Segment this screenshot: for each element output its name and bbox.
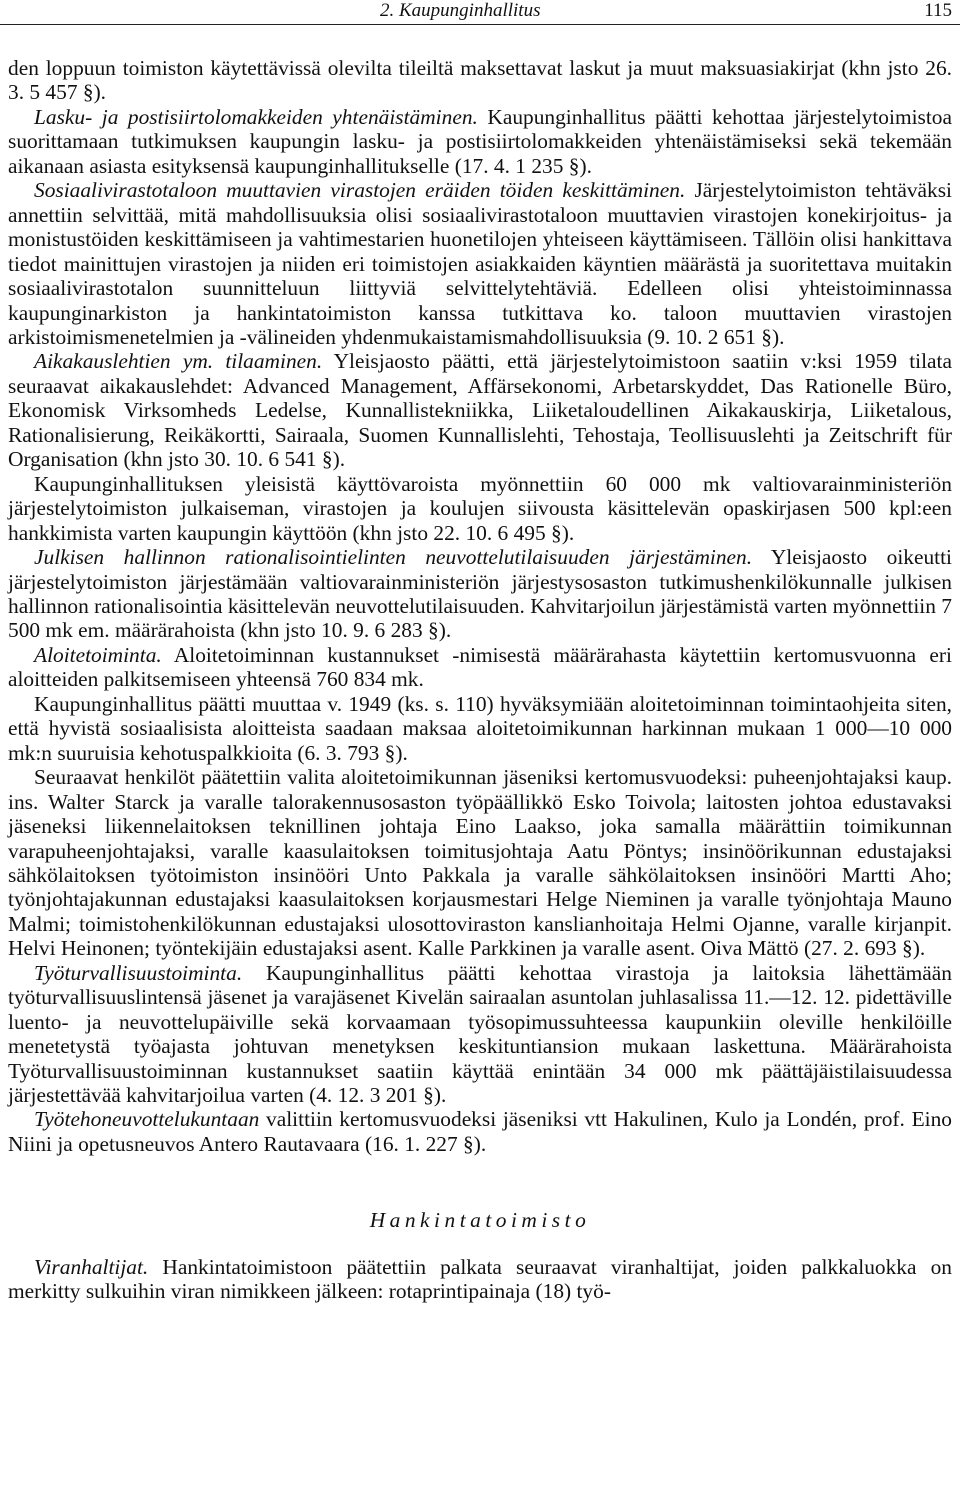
paragraph: Aloitetoiminta. Aloitetoiminnan kustannukset -nimisestä määrärahasta käytettiin kertomusvuonna eri aloitteiden palkitsemiseen yhteensä 760 834 mk.	[8, 642, 952, 692]
paragraph: Lasku- ja postisiirtolomakkeiden yhtenäistäminen. Kaupunginhallitus päätti kehottaa järjestelytoimistoa suorittamaan tutkimuksen kaupungin lasku- ja postisiirtolomakkeiden yhtenäistämiseksi sekä tekemään aikanaan asiasta esityksensä kaupunginhallitukselle (17. 4. 1 235 §).	[8, 104, 952, 178]
page-number: 115	[924, 0, 952, 21]
paragraph: Julkisen hallinnon rationalisointielinten neuvottelutilaisuuden järjestäminen. Yleisjaosto oikeutti järjestelytoimiston järjestämään valtiovarainministeriön järjestysosaston tutkimushenkilökunnalle julkisen hallinnon rationalisointia käsittelevän neuvottelutilaisuuden. Kahvitarjoilun järjestämistä varten myönnettiin 7 500 mk em. määrärahoista (khn jsto 10. 9. 6 283 §).	[8, 545, 952, 643]
paragraph-lead: Työtehoneuvottelukuntaan	[34, 1107, 260, 1132]
body-text	[8, 56, 952, 1304]
paragraph: Sosiaalivirastotaloon muuttavien virastojen eräiden töiden keskittäminen. Järjestelytoimiston tehtäväksi annettiin selvittää, mitä mahdollisuuksia olisi sosiaalivirastotaloon muuttavien virastojen konekirjoitus- ja monistustöiden keskittämiseen ja vahtimestarien huonetilojen yhteiseen käyttämiseen. Tällöin olisi hankittava tiedot mainittujen virastojen ja niiden eri toimistojen asiakkaiden käyntien määrästä ja suoritettava muitakin sosiaalivirastotalon suunnitteluun liittyviä selvittelytehtäviä. Edelleen olisi yhteistoiminnassa kaupunginarkiston ja hankintatoimiston kanssa tutkittava ko. taloon muuttavien virastojen arkistoimismenetelmien ja -välineiden yhdenmukaistamismahdollisuuksia (9. 10. 2 651 §).	[8, 178, 952, 349]
paragraph: Kaupunginhallitus päätti muuttaa v. 1949 (ks. s. 110) hyväksymiään aloitetoiminnan toimintaohjeita siten, että hyvistä sosiaalisista aloitteista saadaan maksaa aloitetoimikunnan harkinnan mukaan 1 000—10 000 mk:n suuruisia kehotuspalkkioita (6. 3. 793 §).	[8, 691, 952, 765]
paragraph: Seuraavat henkilöt päätettiin valita aloitetoimikunnan jäseniksi kertomusvuodeksi: puheenjohtajaksi kaup. ins. Walter Starck ja varalle talorakennusosaston työpäällikkö Esko Toivola; laitosten johtoa edustavaksi jäseneksi liikennelaitoksen teknillinen johtaja Eino Laakso, joka samalla määrättiin toimikunnan varapuheenjohtajaksi, varalle kaasulaitoksen toimitusjohtaja Aatu Pöntys; insinöörikunnan edustajaksi sähkölaitoksen työtoimiston insinööri Unto Pakkala ja varalle sähkölaitoksen insinööri Martti Aho; työnjohtajakunnan edustajaksi kaasulaitoksen korjausmestari Helge Nieminen ja varalle työnjohtaja Mauno Malmi; toimistohenkilökunnan edustajaksi ulosottoviraston kanslianhoitaja Helmi Ojanne, varalle kirjanpit. Helvi Heinonen; työntekijäin edustajaksi asent. Kalle Parkkinen ja varalle asent. Oiva Mättö (27. 2. 693 §).	[8, 765, 952, 961]
paragraph-lead: Julkisen hallinnon rationalisointielinten neuvottelutilaisuuden järjestäminen.	[34, 545, 753, 570]
running-head-section: 2. Kaupunginhallitus	[380, 0, 541, 21]
paragraph: Viranhaltijat. Hankintatoimistoon päätettiin palkata seuraavat viranhaltijat, joiden palkkaluokka on merkitty sulkuihin viran nimikkeen jälkeen: rotaprintipainaja (18) työ-	[8, 1254, 952, 1304]
spacer	[8, 1156, 952, 1208]
running-head	[0, 0, 960, 25]
paragraph: Työtehoneuvottelukuntaan valittiin kertomusvuodeksi jäseniksi vtt Hakulinen, Kulo ja Londén, prof. Eino Niini ja opetusneuvos Antero Rautavaara (16. 1. 227 §).	[8, 1107, 952, 1156]
spacer	[8, 1233, 952, 1255]
paragraph-lead: Sosiaalivirastotaloon muuttavien virastojen eräiden töiden keskittäminen.	[34, 178, 686, 203]
paragraph: Kaupunginhallituksen yleisistä käyttövaroista myönnettiin 60 000 mk valtiovarainministeriön järjestelytoimiston julkaiseman, virastojen ja koulujen siivousta käsittelevän opaskirjasen 500 kpl:een hankkimista varten kaupungin käyttöön (khn jsto 22. 10. 6 495 §).	[8, 471, 952, 545]
paragraph: Työturvallisuustoiminta. Kaupunginhallitus päätti kehottaa virastoja ja laitoksia lähettämään työturvallisuuslintensä jäsenet ja varajäsenet Kivelän sairaalan asuntolan juhlasalissa 11.—12. 12. pidettäville luento- ja neuvottelupäiville sekä korvaamaan työsopimussuhteessa kaupunkiin oleville henkilöille menetetystä työajasta johtuvan menetyksen keskituntiansion mukaan laskettuna. Määrärahoista Työturvallisuustoiminnan kustannukset saatiin käyttää enintään 34 000 mk päättäjäistilaisuudessa järjestettävää kahvitarjoilua varten (4. 12. 3 201 §).	[8, 960, 952, 1108]
paragraph-lead: Työturvallisuustoiminta.	[34, 960, 243, 985]
paragraph: den loppuun toimiston käytettävissä olevilta tileiltä maksettavat laskut ja muut maksuasiakirjat (khn jsto 26. 3. 5 457 §).	[8, 56, 952, 105]
section-heading: Hankintatoimisto	[369, 1208, 591, 1233]
paragraph-lead: Aloitetoiminta.	[34, 642, 162, 667]
paragraph-lead: Lasku- ja postisiirtolomakkeiden yhtenäistäminen.	[34, 104, 478, 129]
paragraph: Aikakauslehtien ym. tilaaminen. Yleisjaosto päätti, että järjestelytoimistoon saatiin v:ksi 1959 tilata seuraavat aikakauslehdet: Advanced Management, Affärsekonomi, Arbetarskyddet, Das Rationelle Büro, Ekonomisk Virksomheds Ledelse, Kunnallistekniikka, Liiketaloudellinen Aikakauskirja, Liiketalous, Rationalisierung, Reikäkortti, Sairaala, Suomen Kunnallislehti, Tehostaja, Teollisuuslehti ja Zeitschrift für Organisation (khn jsto 30. 10. 6 541 §).	[8, 349, 952, 472]
paragraph-lead: Viranhaltijat.	[34, 1254, 149, 1279]
paragraph-lead: Aikakauslehtien ym. tilaaminen.	[34, 349, 323, 374]
